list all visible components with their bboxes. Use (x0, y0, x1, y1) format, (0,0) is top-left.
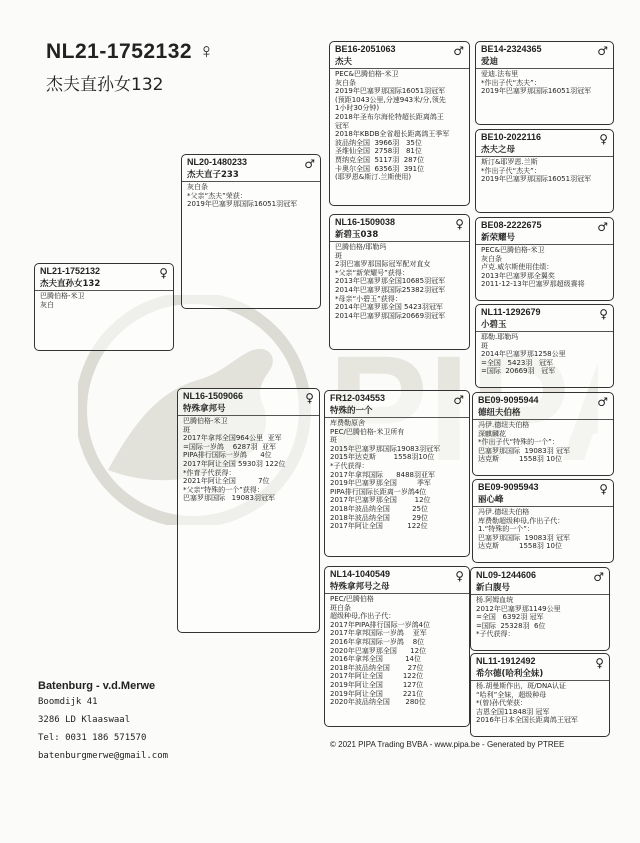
detail-line: 斑 (183, 425, 190, 434)
pigeon-name: 德纽夫伯格 (478, 408, 521, 418)
pigeon-name: 丽心峰 (478, 495, 504, 505)
detail-line: 2011-12-13年巴塞罗那超级赛将 (481, 280, 585, 289)
pedigree-box-header (476, 218, 613, 245)
detail-line: 2020年巴塞罗那全国 12位 (330, 646, 427, 655)
pedigree-box-details (325, 594, 469, 708)
male-icon: ♂ (453, 44, 464, 58)
detail-line: *子代获得： (476, 630, 515, 639)
ring-number: NL20-1480233 (187, 157, 248, 167)
detail-line: 2羽巴塞罗那国际冠军配对直女 (335, 260, 431, 269)
detail-line: 斑 (335, 251, 342, 260)
detail-line: 圣维仙全国 2758羽 81位 (335, 147, 422, 156)
detail-line: 灰白条 (481, 254, 502, 263)
female-icon: ♀ (305, 391, 314, 405)
pedigree-box-details (178, 416, 319, 504)
detail-line: 巴塞罗那国际 19083羽冠军 (183, 494, 275, 503)
detail-line: 卡奥尔全国 6356羽 391位 (335, 164, 425, 173)
pedigree-box-details (476, 157, 613, 185)
pedigree-box-header (473, 480, 613, 507)
pedigree-box-header (178, 389, 319, 416)
detail-line: 爱迪.法布里 (481, 70, 519, 78)
detail-line: PEC&巴腾伯格-米卫 (335, 70, 399, 78)
pigeon-name: 新荣耀号 (481, 233, 516, 243)
male-icon: ♂ (597, 220, 608, 234)
detail-line: 斯汀&耶罗恩.兰斯 (481, 158, 538, 166)
pigeon-name: 特殊拿邦号之母 (330, 582, 390, 592)
pedigree-box-header (476, 305, 613, 332)
pedigree-box-header (330, 42, 469, 69)
pedigree-box (475, 129, 614, 213)
detail-line: PEC&巴腾伯格-米卫 (481, 246, 545, 254)
pedigree-box (34, 263, 174, 351)
detail-line: 2013年巴塞罗那全国10685羽冠军 (335, 277, 446, 286)
detail-line: 吉恩全国11848羽 冠军 (476, 707, 550, 716)
male-icon: ♂ (304, 157, 315, 171)
pedigree-box-details (476, 69, 613, 97)
detail-line: 2014年巴塞罗那国际25382羽冠军 (335, 285, 446, 294)
detail-line: 斑 (330, 436, 337, 445)
pedigree-box (324, 390, 470, 557)
detail-line: 2017年拿邦国际 8488羽亚军 (330, 470, 435, 479)
ring-number: NL09-1244606 (476, 570, 537, 580)
detail-line: *父亲“杰夫”荣获： (187, 191, 247, 200)
detail-line: 巴腾伯格-米卫 (183, 417, 228, 425)
pedigree-box (329, 41, 470, 206)
pedigree-box-details (471, 595, 609, 640)
detail-line: 冯伊.德纽夫伯格 (478, 508, 530, 516)
pedigree-box (472, 479, 614, 563)
male-icon: ♂ (597, 395, 608, 409)
pedigree-box-header (473, 393, 613, 420)
pedigree-box-details (325, 418, 469, 532)
detail-line: 2017年拿邦国际一岁鸽 亚军 (330, 629, 427, 638)
detail-line: =国际 20669羽 冠军 (481, 367, 556, 376)
pedigree-box-header (476, 130, 613, 157)
detail-line: 2016年日本全国长距离鸽王冠军 (476, 716, 578, 725)
detail-line: 2021年阿让全国 7位 (183, 477, 270, 486)
pedigree-title-name: 杰夫直孙女132 (46, 75, 164, 95)
detail-line: 贾纳克全国 5117羽 287位 (335, 155, 425, 164)
detail-line: 冠军 (335, 121, 349, 130)
pedigree-box-header (471, 654, 609, 681)
detail-line: 库费勒超级种母,作出子代： (478, 516, 565, 525)
detail-line: PEC/巴腾伯格 (330, 595, 374, 603)
detail-line: 2013年巴塞罗那全翼奖 (481, 271, 555, 280)
detail-line: *父亲“新荣耀号”获得： (335, 268, 409, 277)
pedigree-box (181, 154, 321, 309)
detail-line: 卢克.威尔斯使用佳绩： (481, 263, 554, 272)
detail-line: 2017年阿让全国 122位 (330, 672, 424, 681)
detail-line: PIPA排行国际长距离一岁鸽4位 (330, 487, 427, 496)
pedigree-box-details (473, 420, 613, 465)
detail-line: 2015年巴塞罗那国际19083羽冠军 (330, 444, 441, 453)
detail-line: 巴腾伯格-米卫 (40, 292, 85, 300)
detail-line: 巴腾伯格/耶勒玛 (335, 243, 387, 251)
detail-line: 1.“特殊的一个”： (478, 525, 534, 534)
female-icon: ♀ (159, 266, 168, 280)
detail-line: 灰白条 (335, 78, 356, 87)
detail-line: 2020年波品纳全国 280位 (330, 698, 426, 707)
pigeon-name: 希尔德(哈利全妹) (476, 669, 544, 679)
pigeon-name: 新白腹号 (476, 583, 511, 593)
detail-line: *作出子代“杰夫”： (481, 78, 541, 87)
detail-line: =国际 25328羽 6位 (476, 621, 546, 630)
pedigree-box (472, 392, 614, 476)
detail-line: *父亲“特殊的一个”获得： (183, 485, 264, 494)
ring-number: BE14-2324365 (481, 44, 542, 54)
detail-line: *作出子代“特殊的一个”： (478, 438, 559, 447)
pedigree-box (177, 388, 320, 633)
pigeon-name: 特殊的一个 (330, 406, 373, 416)
detail-line: 杨.胡曼斯作出，斑/DNA认证 (476, 682, 566, 690)
detail-line: (耶罗恩&斯汀.兰斯使用) (335, 173, 412, 182)
copyright: © 2021 PIPA Trading BVBA - www.pipa.be - Generated by PTREE (330, 740, 565, 749)
pedigree-box-header (471, 568, 609, 595)
detail-line: 2019年巴塞罗那国际16051羽冠军 (481, 87, 592, 96)
detail-line: 2014年巴塞罗那全国 5423羽冠军 (335, 303, 443, 312)
detail-line: 2018年波品纳全国 27位 (330, 663, 424, 672)
detail-line: 2018年波品纳全国 25位 (330, 504, 428, 513)
pedigree-box-header (325, 567, 469, 594)
ring-number: FR12-034553 (330, 393, 386, 403)
detail-line: 2012年巴塞罗那1149公里 (476, 604, 561, 613)
detail-line: 2019年巴塞罗那国际16051羽冠军 (187, 200, 298, 209)
male-icon: ♂ (597, 44, 608, 58)
detail-line: *母亲“小碧玉”获得： (335, 294, 402, 303)
detail-line: 2018年波品纳全国 29位 (330, 513, 428, 522)
female-icon: ♀ (599, 307, 608, 321)
ring-number: BE08-2222675 (481, 220, 542, 230)
pedigree-box-header (325, 391, 469, 418)
detail-line: 巴塞罗那国际 19083羽 冠军 (478, 446, 570, 455)
ring-number: NL16-1509038 (335, 217, 396, 227)
pigeon-name: 爱迪 (481, 57, 499, 67)
detail-line: *作出子代“杰夫”： (481, 166, 541, 175)
detail-line: 杨.阿姆血统 (476, 596, 514, 604)
detail-line: 超级种母,作出子代： (330, 612, 396, 621)
pigeon-name: 新碧玉038 (335, 230, 379, 240)
detail-line: 斑白条 (330, 603, 351, 612)
detail-line: =全国 6392羽 冠军 (476, 613, 544, 622)
pigeon-name: 杰夫直孙女132 (40, 279, 101, 289)
detail-line: 1小时30分钟) (335, 104, 380, 113)
pedigree-box-header (476, 42, 613, 69)
detail-line: 巴塞罗那国际 19083羽 冠军 (478, 533, 570, 542)
female-icon: ♀ (455, 569, 464, 583)
detail-line: PIPA排行国际一岁鸽 4位 (183, 451, 272, 460)
detail-line: 2014年巴塞罗那国际20669羽冠军 (335, 311, 446, 320)
detail-line: 深麒麟花 (478, 429, 506, 438)
pedigree-box (475, 217, 614, 301)
owner-name: Batenburg - v.d.Merwe (38, 680, 156, 692)
detail-line: 灰白条 (187, 183, 208, 191)
pedigree-box (470, 653, 610, 737)
ring-number: NL21-1752132 (40, 266, 101, 276)
pedigree-box-header (35, 264, 173, 291)
pedigree-box-details (471, 681, 609, 726)
detail-line: *子代获得： (330, 461, 369, 470)
detail-line: 冯伊.德纽夫伯格 (478, 421, 530, 429)
pedigree-title-ring: NL21-1752132 ♀ (46, 40, 215, 63)
ring-number: NL11-1292679 (481, 307, 541, 317)
ring-number: BE16-2051063 (335, 44, 396, 54)
pedigree-box (475, 41, 614, 125)
pigeon-name: 小碧玉 (481, 320, 507, 330)
male-icon: ♂ (453, 393, 464, 407)
detail-line: 2018年KBDB全省超长距离鸽王季军 (335, 130, 450, 139)
detail-line: 2019年巴塞罗那国际16051羽冠军 (335, 87, 446, 96)
detail-line: =国际一岁鸽 6287羽 亚军 (183, 442, 277, 451)
pedigree-box (470, 567, 610, 651)
pedigree-box-header (330, 215, 469, 242)
pigeon-name: 特殊拿邦号 (183, 404, 226, 414)
pedigree-box (324, 566, 470, 727)
pedigree-box-details (473, 507, 613, 552)
detail-line: 2017年阿让全国 122位 (330, 522, 428, 531)
ring-number: BE09-9095943 (478, 482, 539, 492)
pigeon-name: 杰夫直子233 (187, 170, 239, 180)
detail-line: 波品纳全国 3966羽 35位 (335, 138, 422, 147)
detail-line: *作育子代获得： (183, 468, 236, 477)
detail-line: 2016年拿邦全国 14位 (330, 655, 421, 664)
detail-line: 2016年拿邦国际一岁鸽 8位 (330, 637, 425, 646)
female-icon: ♀ (599, 482, 608, 496)
female-icon: ♀ (595, 656, 604, 670)
detail-line: 耶勒.耶勒玛 (481, 333, 519, 341)
pedigree-box-header (182, 155, 320, 182)
owner-city: 3286 LD Klaaswaal (38, 715, 131, 725)
detail-line: 库费勒原舍 (330, 419, 365, 427)
detail-line: “哈利”全妹，超级种母 (476, 690, 547, 699)
detail-line: 2019年阿让全国 221位 (330, 689, 424, 698)
detail-line: 2019年巴塞罗那国际16051羽冠军 (481, 175, 592, 184)
detail-line: 2015年达克斯 1558羽10位 (330, 453, 435, 462)
ring-number: BE09-9095944 (478, 395, 539, 405)
ring-number: BE10-2022116 (481, 132, 542, 142)
detail-line: 2017年阿让全国 5930羽 122位 (183, 459, 286, 468)
detail-line: 灰白 (40, 300, 54, 309)
detail-line: 2017年巴塞罗那全国 12位 (330, 496, 431, 505)
male-icon: ♂ (593, 570, 604, 584)
ring-number: NL11-1912492 (476, 656, 536, 666)
pedigree-box (475, 304, 614, 388)
detail-line: *(曾)孙代荣获： (476, 699, 527, 708)
detail-line: 2018年圣布尔海伦特超长距离鸽王 (335, 112, 444, 121)
pigeon-name: 杰夫之母 (481, 145, 516, 155)
pedigree-box-details (476, 245, 613, 290)
detail-line: 达克斯 1558羽 10位 (478, 542, 562, 551)
pedigree-box (329, 214, 470, 350)
detail-line: (预距1043公里,分速943米/分,领先 (335, 95, 446, 104)
detail-line: =全国 5423羽 冠军 (481, 358, 554, 367)
pedigree-box-details (182, 182, 320, 210)
detail-line: 达克斯 1558羽 10位 (478, 455, 562, 464)
pedigree-box-details (330, 242, 469, 321)
female-icon: ♀ (599, 132, 608, 146)
female-icon: ♀ (455, 217, 464, 231)
owner-phone: Tel: 0031 186 571570 (38, 733, 147, 743)
detail-line: 2017年拿邦全国964公里 亚军 (183, 434, 282, 443)
detail-line: 斑 (481, 341, 488, 350)
pedigree-box-details (330, 69, 469, 183)
detail-line: 2019年阿让全国 127位 (330, 680, 424, 689)
pigeon-name: 杰夫 (335, 57, 353, 67)
owner-email[interactable]: batenburgmerwe@gmail.com (38, 751, 169, 761)
detail-line: 2017年PIPA排行国际一岁鸽4位 (330, 620, 431, 629)
ring-number: NL14-1040549 (330, 569, 391, 579)
pedigree-box-details (476, 332, 613, 377)
owner-street: Boomdijk 41 (38, 697, 98, 707)
ring-number: NL16-1509066 (183, 391, 244, 401)
detail-line: 2019年巴塞罗那全国 季军 (330, 479, 431, 488)
detail-line: PEC/巴腾伯格-米卫所有 (330, 427, 405, 436)
pedigree-box-details (35, 291, 173, 310)
detail-line: 2014年巴塞罗那1258公里 (481, 350, 566, 359)
